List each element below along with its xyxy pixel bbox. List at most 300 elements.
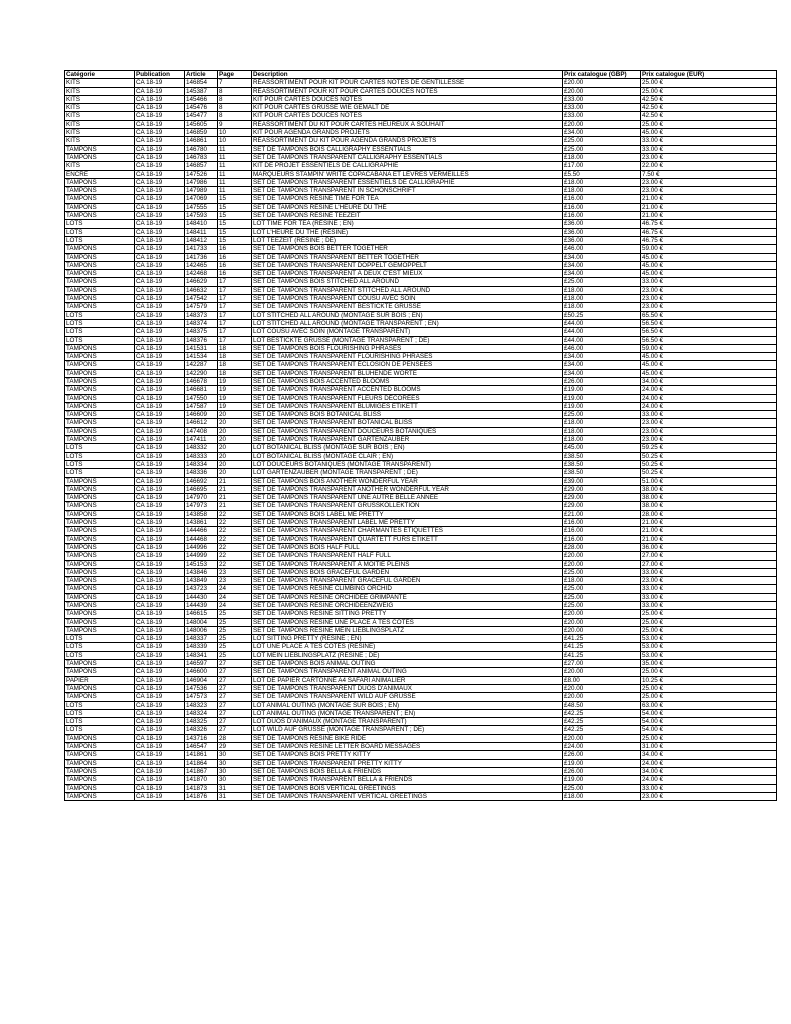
table-row <box>65 460 777 468</box>
cell-price-eur: 25.00 € <box>641 734 777 742</box>
cell-publication: CA 18-19 <box>135 261 185 269</box>
cell-article: 148333 <box>185 452 218 460</box>
cell-price-eur: 38.00 € <box>641 494 777 502</box>
cell-article: 148337 <box>185 635 218 643</box>
cell-price-eur: 45.00 € <box>641 361 777 369</box>
cell-page: 27 <box>218 726 252 734</box>
cell-article: 141861 <box>185 751 218 759</box>
cell-page: 22 <box>218 552 252 560</box>
cell-publication: CA 18-19 <box>135 485 185 493</box>
header-category: Catégorie <box>65 71 135 79</box>
cell-article: 148341 <box>185 651 218 659</box>
cell-description: KIT POUR CARTES GRÜSSE WIE GEMALT DE <box>252 104 563 112</box>
cell-price-eur: 54.00 € <box>641 709 777 717</box>
cell-price-gbp: £46.00 <box>563 344 641 352</box>
cell-article: 141864 <box>185 759 218 767</box>
cell-page: 10 <box>218 137 252 145</box>
cell-publication: CA 18-19 <box>135 734 185 742</box>
cell-publication: CA 18-19 <box>135 602 185 610</box>
cell-publication: CA 18-19 <box>135 436 185 444</box>
cell-category: KITS <box>65 112 135 120</box>
cell-description: SET DE TAMPONS RÉSINE TEEZEIT <box>252 212 563 220</box>
table-row <box>65 693 777 701</box>
cell-category: TAMPONS <box>65 485 135 493</box>
table-row <box>65 436 777 444</box>
cell-article: 142290 <box>185 369 218 377</box>
cell-category: TAMPONS <box>65 510 135 518</box>
cell-price-eur: 59.25 € <box>641 444 777 452</box>
cell-category: LOTS <box>65 228 135 236</box>
cell-page: 17 <box>218 286 252 294</box>
table-row <box>65 626 777 634</box>
cell-description: KIT POUR CARTES DOUCES NOTES <box>252 95 563 103</box>
table-row <box>65 419 777 427</box>
cell-category: LOTS <box>65 635 135 643</box>
table-row <box>65 79 777 87</box>
cell-description: LOT UNE PLACE À TES CÔTÉS (RÉSINE) <box>252 643 563 651</box>
cell-price-eur: 53.00 € <box>641 635 777 643</box>
cell-price-eur: 42.50 € <box>641 95 777 103</box>
cell-article: 147408 <box>185 427 218 435</box>
cell-article: 141736 <box>185 253 218 261</box>
cell-page: 18 <box>218 361 252 369</box>
cell-price-gbp: £16.00 <box>563 519 641 527</box>
cell-price-gbp: £33.00 <box>563 112 641 120</box>
cell-description: SET DE TAMPONS TRANSPARENT ANOTHER WONDERFUL YEAR <box>252 485 563 493</box>
cell-page: 22 <box>218 560 252 568</box>
table-row <box>65 485 777 493</box>
cell-price-gbp: £38.50 <box>563 460 641 468</box>
cell-publication: CA 18-19 <box>135 568 185 576</box>
cell-price-gbp: £25.00 <box>563 585 641 593</box>
cell-price-gbp: £17.00 <box>563 162 641 170</box>
cell-publication: CA 18-19 <box>135 560 185 568</box>
cell-price-gbp: £19.00 <box>563 402 641 410</box>
cell-publication: CA 18-19 <box>135 709 185 717</box>
cell-price-eur: 63.00 € <box>641 701 777 709</box>
cell-category: TAMPONS <box>65 759 135 767</box>
cell-page: 27 <box>218 668 252 676</box>
cell-description: LOT BESTICKTE GRÜSSE (MONTAGE TRANSPARENT ; DE) <box>252 336 563 344</box>
cell-page: 16 <box>218 253 252 261</box>
cell-description: SET DE TAMPONS TRANSPARENT ACCENTED BLOOMS <box>252 386 563 394</box>
cell-price-gbp: £20.00 <box>563 560 641 568</box>
table-row <box>65 560 777 568</box>
cell-price-gbp: £26.00 <box>563 377 641 385</box>
cell-description: LOT BOTANICAL BLISS (MONTAGE SUR BOIS ; EN) <box>252 444 563 452</box>
cell-price-eur: 38.00 € <box>641 485 777 493</box>
cell-category: TAMPONS <box>65 261 135 269</box>
cell-page: 25 <box>218 618 252 626</box>
cell-publication: CA 18-19 <box>135 693 185 701</box>
cell-category: TAMPONS <box>65 684 135 692</box>
cell-price-gbp: £20.00 <box>563 684 641 692</box>
cell-publication: CA 18-19 <box>135 726 185 734</box>
cell-price-gbp: £20.00 <box>563 87 641 95</box>
cell-page: 17 <box>218 328 252 336</box>
cell-price-eur: 21.00 € <box>641 519 777 527</box>
cell-price-eur: 50.25 € <box>641 469 777 477</box>
table-row <box>65 394 777 402</box>
cell-description: SET DE TAMPONS TRANSPARENT QUARTETT FÜRS ETIKETT <box>252 535 563 543</box>
cell-publication: CA 18-19 <box>135 377 185 385</box>
cell-price-eur: 56.50 € <box>641 319 777 327</box>
table-row <box>65 303 777 311</box>
cell-description: SET DE TAMPONS TRANSPARENT DUOS D'ANIMAUX <box>252 684 563 692</box>
cell-publication: CA 18-19 <box>135 220 185 228</box>
cell-price-eur: 59.00 € <box>641 245 777 253</box>
cell-price-gbp: £44.00 <box>563 319 641 327</box>
table-row <box>65 792 777 800</box>
table-row <box>65 527 777 535</box>
cell-price-gbp: £18.00 <box>563 577 641 585</box>
cell-category: TAMPONS <box>65 743 135 751</box>
cell-price-gbp: £18.00 <box>563 153 641 161</box>
cell-price-eur: 25.00 € <box>641 693 777 701</box>
cell-description: SET DE TAMPONS TRANSPARENT BESTICKTE GRÜSSE <box>252 303 563 311</box>
table-row <box>65 286 777 294</box>
cell-page: 17 <box>218 319 252 327</box>
cell-page: 17 <box>218 295 252 303</box>
cell-price-eur: 23.00 € <box>641 178 777 186</box>
table-row <box>65 602 777 610</box>
table-row <box>65 270 777 278</box>
cell-price-gbp: £34.00 <box>563 353 641 361</box>
cell-category: LOTS <box>65 328 135 336</box>
cell-price-gbp: £33.00 <box>563 95 641 103</box>
cell-category: TAMPONS <box>65 187 135 195</box>
cell-category: TAMPONS <box>65 203 135 211</box>
cell-price-eur: 25.00 € <box>641 79 777 87</box>
cell-article: 147986 <box>185 178 218 186</box>
cell-article: 143846 <box>185 568 218 576</box>
cell-description: SET DE TAMPONS TRANSPARENT VERTICAL GREETINGS <box>252 792 563 800</box>
cell-publication: CA 18-19 <box>135 104 185 112</box>
cell-publication: CA 18-19 <box>135 286 185 294</box>
cell-publication: CA 18-19 <box>135 684 185 692</box>
cell-publication: CA 18-19 <box>135 270 185 278</box>
cell-description: SET DE TAMPONS TRANSPARENT GRACEFUL GARDEN <box>252 577 563 585</box>
cell-description: SET DE TAMPONS TRANSPARENT ESSENTIELS DE CALLIGRAPHIE <box>252 178 563 186</box>
cell-publication: CA 18-19 <box>135 676 185 684</box>
table-row <box>65 734 777 742</box>
cell-description: SET DE TAMPONS TRANSPARENT ÉCLOSION DE PENSÉES <box>252 361 563 369</box>
cell-page: 8 <box>218 112 252 120</box>
table-row <box>65 477 777 485</box>
table-row <box>65 95 777 103</box>
cell-article: 146629 <box>185 278 218 286</box>
cell-category: TAMPONS <box>65 792 135 800</box>
cell-description: SET DE TAMPONS TRANSPARENT HALF FULL <box>252 552 563 560</box>
cell-price-gbp: £46.00 <box>563 245 641 253</box>
cell-price-gbp: £18.00 <box>563 436 641 444</box>
cell-description: SET DE TAMPONS TRANSPARENT DOUCEURS BOTANIQUES <box>252 427 563 435</box>
header-article: Article <box>185 71 218 79</box>
cell-price-eur: 33.00 € <box>641 585 777 593</box>
cell-category: LOTS <box>65 444 135 452</box>
table-row <box>65 120 777 128</box>
cell-price-gbp: £18.00 <box>563 286 641 294</box>
cell-price-eur: 33.00 € <box>641 411 777 419</box>
table-row <box>65 145 777 153</box>
cell-page: 27 <box>218 701 252 709</box>
cell-publication: CA 18-19 <box>135 386 185 394</box>
cell-category: TAMPONS <box>65 668 135 676</box>
cell-category: TAMPONS <box>65 519 135 527</box>
cell-publication: CA 18-19 <box>135 593 185 601</box>
cell-article: 145387 <box>185 87 218 95</box>
cell-price-gbp: £41.25 <box>563 635 641 643</box>
cell-article: 141733 <box>185 245 218 253</box>
cell-publication: CA 18-19 <box>135 469 185 477</box>
cell-publication: CA 18-19 <box>135 552 185 560</box>
cell-publication: CA 18-19 <box>135 577 185 585</box>
cell-price-gbp: £36.00 <box>563 220 641 228</box>
cell-description: SET DE TAMPONS TRANSPARENT CHARMANTES ÉTIQUETTES <box>252 527 563 535</box>
table-row <box>65 709 777 717</box>
cell-price-eur: 34.00 € <box>641 751 777 759</box>
cell-category: TAMPONS <box>65 270 135 278</box>
cell-price-gbp: £18.00 <box>563 187 641 195</box>
cell-page: 27 <box>218 676 252 684</box>
cell-price-gbp: £18.00 <box>563 427 641 435</box>
cell-publication: CA 18-19 <box>135 394 185 402</box>
cell-category: KITS <box>65 137 135 145</box>
cell-article: 148336 <box>185 469 218 477</box>
cell-category: TAMPONS <box>65 734 135 742</box>
cell-publication: CA 18-19 <box>135 303 185 311</box>
table-row <box>65 676 777 684</box>
cell-publication: CA 18-19 <box>135 743 185 751</box>
cell-category: TAMPONS <box>65 411 135 419</box>
cell-article: 145153 <box>185 560 218 568</box>
cell-price-eur: 25.00 € <box>641 87 777 95</box>
cell-category: KITS <box>65 129 135 137</box>
cell-description: SET DE TAMPONS TRANSPARENT LABEL ME PRETTY <box>252 519 563 527</box>
cell-price-eur: 25.00 € <box>641 684 777 692</box>
cell-publication: CA 18-19 <box>135 660 185 668</box>
cell-article: 147542 <box>185 295 218 303</box>
cell-publication: CA 18-19 <box>135 618 185 626</box>
table-body <box>65 79 777 801</box>
cell-article: 145466 <box>185 95 218 103</box>
cell-price-eur: 7.50 € <box>641 170 777 178</box>
cell-category: TAMPONS <box>65 344 135 352</box>
cell-publication: CA 18-19 <box>135 477 185 485</box>
cell-price-eur: 56.50 € <box>641 336 777 344</box>
cell-price-eur: 34.00 € <box>641 767 777 775</box>
cell-publication: CA 18-19 <box>135 402 185 410</box>
cell-description: LOT STITCHED ALL AROUND (MONTAGE TRANSPARENT ; EN) <box>252 319 563 327</box>
cell-category: TAMPONS <box>65 303 135 311</box>
cell-article: 148375 <box>185 328 218 336</box>
cell-price-eur: 24.00 € <box>641 394 777 402</box>
cell-price-gbp: £48.50 <box>563 701 641 709</box>
cell-publication: CA 18-19 <box>135 228 185 236</box>
cell-price-eur: 54.00 € <box>641 718 777 726</box>
cell-page: 29 <box>218 743 252 751</box>
table-row <box>65 784 777 792</box>
cell-description: LOT ANIMAL OUTING (MONTAGE TRANSPARENT ; EN) <box>252 709 563 717</box>
cell-description: SET DE TAMPONS BOIS STITCHED ALL AROUND <box>252 278 563 286</box>
cell-page: 20 <box>218 452 252 460</box>
cell-page: 11 <box>218 170 252 178</box>
table-row <box>65 178 777 186</box>
cell-publication: CA 18-19 <box>135 245 185 253</box>
cell-description: KIT POUR AGENDA GRANDS PROJETS <box>252 129 563 137</box>
cell-article: 146904 <box>185 676 218 684</box>
cell-description: RÉASSORTIMENT POUR KIT POUR CARTES NOTES DE GENTILLESSE <box>252 79 563 87</box>
cell-description: SET DE TAMPONS BOIS BOTANICAL BLISS <box>252 411 563 419</box>
cell-publication: CA 18-19 <box>135 344 185 352</box>
cell-publication: CA 18-19 <box>135 353 185 361</box>
table-row <box>65 353 777 361</box>
cell-publication: CA 18-19 <box>135 767 185 775</box>
cell-category: TAMPONS <box>65 377 135 385</box>
cell-description: LOT MEIN LIEBLINGSPLATZ (RÉSINE ; DE) <box>252 651 563 659</box>
cell-article: 146854 <box>185 79 218 87</box>
cell-page: 16 <box>218 270 252 278</box>
cell-price-eur: 34.00 € <box>641 377 777 385</box>
cell-price-eur: 23.00 € <box>641 286 777 294</box>
cell-description: SET DE TAMPONS RÉSINE SITTING PRETTY <box>252 610 563 618</box>
cell-publication: CA 18-19 <box>135 701 185 709</box>
cell-page: 20 <box>218 436 252 444</box>
cell-price-gbp: £20.00 <box>563 668 641 676</box>
cell-publication: CA 18-19 <box>135 369 185 377</box>
cell-category: LOTS <box>65 643 135 651</box>
cell-publication: CA 18-19 <box>135 162 185 170</box>
cell-category: TAMPONS <box>65 535 135 543</box>
cell-description: SET DE TAMPONS TRANSPARENT DOPPELT GEMOPPELT <box>252 261 563 269</box>
cell-description: SET DE TAMPONS BOIS GRACEFUL GARDEN <box>252 568 563 576</box>
cell-description: SET DE TAMPONS BOIS ANIMAL OUTING <box>252 660 563 668</box>
cell-price-gbp: £29.00 <box>563 485 641 493</box>
cell-price-eur: 51.00 € <box>641 477 777 485</box>
cell-price-eur: 33.00 € <box>641 568 777 576</box>
cell-description: SET DE TAMPONS RÉSINE BIKE RIDE <box>252 734 563 742</box>
cell-publication: CA 18-19 <box>135 792 185 800</box>
cell-publication: CA 18-19 <box>135 543 185 551</box>
cell-page: 17 <box>218 278 252 286</box>
table-row <box>65 170 777 178</box>
cell-description: SET DE TAMPONS RÉSINE LETTER BOARD MESSAGES <box>252 743 563 751</box>
table-row <box>65 386 777 394</box>
price-list-table <box>64 70 777 801</box>
table-row <box>65 261 777 269</box>
cell-publication: CA 18-19 <box>135 178 185 186</box>
cell-page: 25 <box>218 635 252 643</box>
cell-page: 27 <box>218 709 252 717</box>
cell-page: 22 <box>218 510 252 518</box>
cell-price-gbp: £34.00 <box>563 261 641 269</box>
cell-price-eur: 33.00 € <box>641 145 777 153</box>
cell-category: LOTS <box>65 651 135 659</box>
cell-publication: CA 18-19 <box>135 187 185 195</box>
cell-publication: CA 18-19 <box>135 535 185 543</box>
cell-price-eur: 24.00 € <box>641 776 777 784</box>
cell-publication: CA 18-19 <box>135 112 185 120</box>
cell-price-gbp: £38.50 <box>563 469 641 477</box>
cell-page: 21 <box>218 485 252 493</box>
cell-description: SET DE TAMPONS TRANSPARENT À DEUX C'EST MIEUX <box>252 270 563 278</box>
cell-page: 10 <box>218 129 252 137</box>
cell-category: TAMPONS <box>65 560 135 568</box>
cell-page: 16 <box>218 245 252 253</box>
cell-description: KIT POUR CARTES DOUCES NOTES <box>252 112 563 120</box>
cell-price-gbp: £36.00 <box>563 236 641 244</box>
cell-price-gbp: £16.00 <box>563 535 641 543</box>
cell-category: TAMPONS <box>65 602 135 610</box>
cell-price-gbp: £39.00 <box>563 477 641 485</box>
cell-category: TAMPONS <box>65 610 135 618</box>
cell-price-eur: 46.75 € <box>641 228 777 236</box>
cell-description: SET DE TAMPONS TRANSPARENT FLOURISHING PHRASES <box>252 353 563 361</box>
cell-page: 25 <box>218 610 252 618</box>
cell-category: KITS <box>65 95 135 103</box>
cell-price-eur: 21.00 € <box>641 203 777 211</box>
cell-article: 143849 <box>185 577 218 585</box>
cell-category: TAMPONS <box>65 245 135 253</box>
cell-price-eur: 45.00 € <box>641 261 777 269</box>
cell-price-gbp: £20.00 <box>563 734 641 742</box>
cell-description: SET DE TAMPONS BOIS BETTER TOGETHER <box>252 245 563 253</box>
table-row <box>65 295 777 303</box>
cell-page: 11 <box>218 178 252 186</box>
cell-description: LOT DUOS D'ANIMAUX (MONTAGE TRANSPARENT) <box>252 718 563 726</box>
cell-price-gbp: £16.00 <box>563 203 641 211</box>
cell-price-gbp: £19.00 <box>563 386 641 394</box>
cell-publication: CA 18-19 <box>135 419 185 427</box>
cell-page: 17 <box>218 303 252 311</box>
cell-page: 9 <box>218 120 252 128</box>
cell-page: 30 <box>218 767 252 775</box>
header-description: Description <box>252 71 563 79</box>
table-row <box>65 104 777 112</box>
cell-price-eur: 23.00 € <box>641 792 777 800</box>
cell-price-gbp: £18.00 <box>563 419 641 427</box>
cell-publication: CA 18-19 <box>135 519 185 527</box>
table-row <box>65 510 777 518</box>
cell-price-eur: 33.00 € <box>641 137 777 145</box>
cell-article: 147536 <box>185 684 218 692</box>
table-row <box>65 543 777 551</box>
cell-price-gbp: £34.00 <box>563 270 641 278</box>
table-row <box>65 718 777 726</box>
table-row <box>65 643 777 651</box>
cell-description: SET DE TAMPONS TRANSPARENT ANIMAL OUTING <box>252 668 563 676</box>
cell-category: TAMPONS <box>65 502 135 510</box>
cell-category: TAMPONS <box>65 577 135 585</box>
table-row <box>65 402 777 410</box>
cell-article: 148006 <box>185 626 218 634</box>
cell-publication: CA 18-19 <box>135 145 185 153</box>
cell-article: 147550 <box>185 394 218 402</box>
table-row <box>65 236 777 244</box>
cell-publication: CA 18-19 <box>135 236 185 244</box>
cell-category: TAMPONS <box>65 353 135 361</box>
cell-price-gbp: £42.25 <box>563 726 641 734</box>
table-row <box>65 519 777 527</box>
cell-category: LOTS <box>65 311 135 319</box>
cell-publication: CA 18-19 <box>135 494 185 502</box>
cell-article: 143723 <box>185 585 218 593</box>
cell-price-gbp: £45.00 <box>563 444 641 452</box>
cell-publication: CA 18-19 <box>135 626 185 634</box>
header-price-gbp: Prix catalogue (GBP) <box>563 71 641 79</box>
cell-publication: CA 18-19 <box>135 278 185 286</box>
table-row <box>65 153 777 161</box>
